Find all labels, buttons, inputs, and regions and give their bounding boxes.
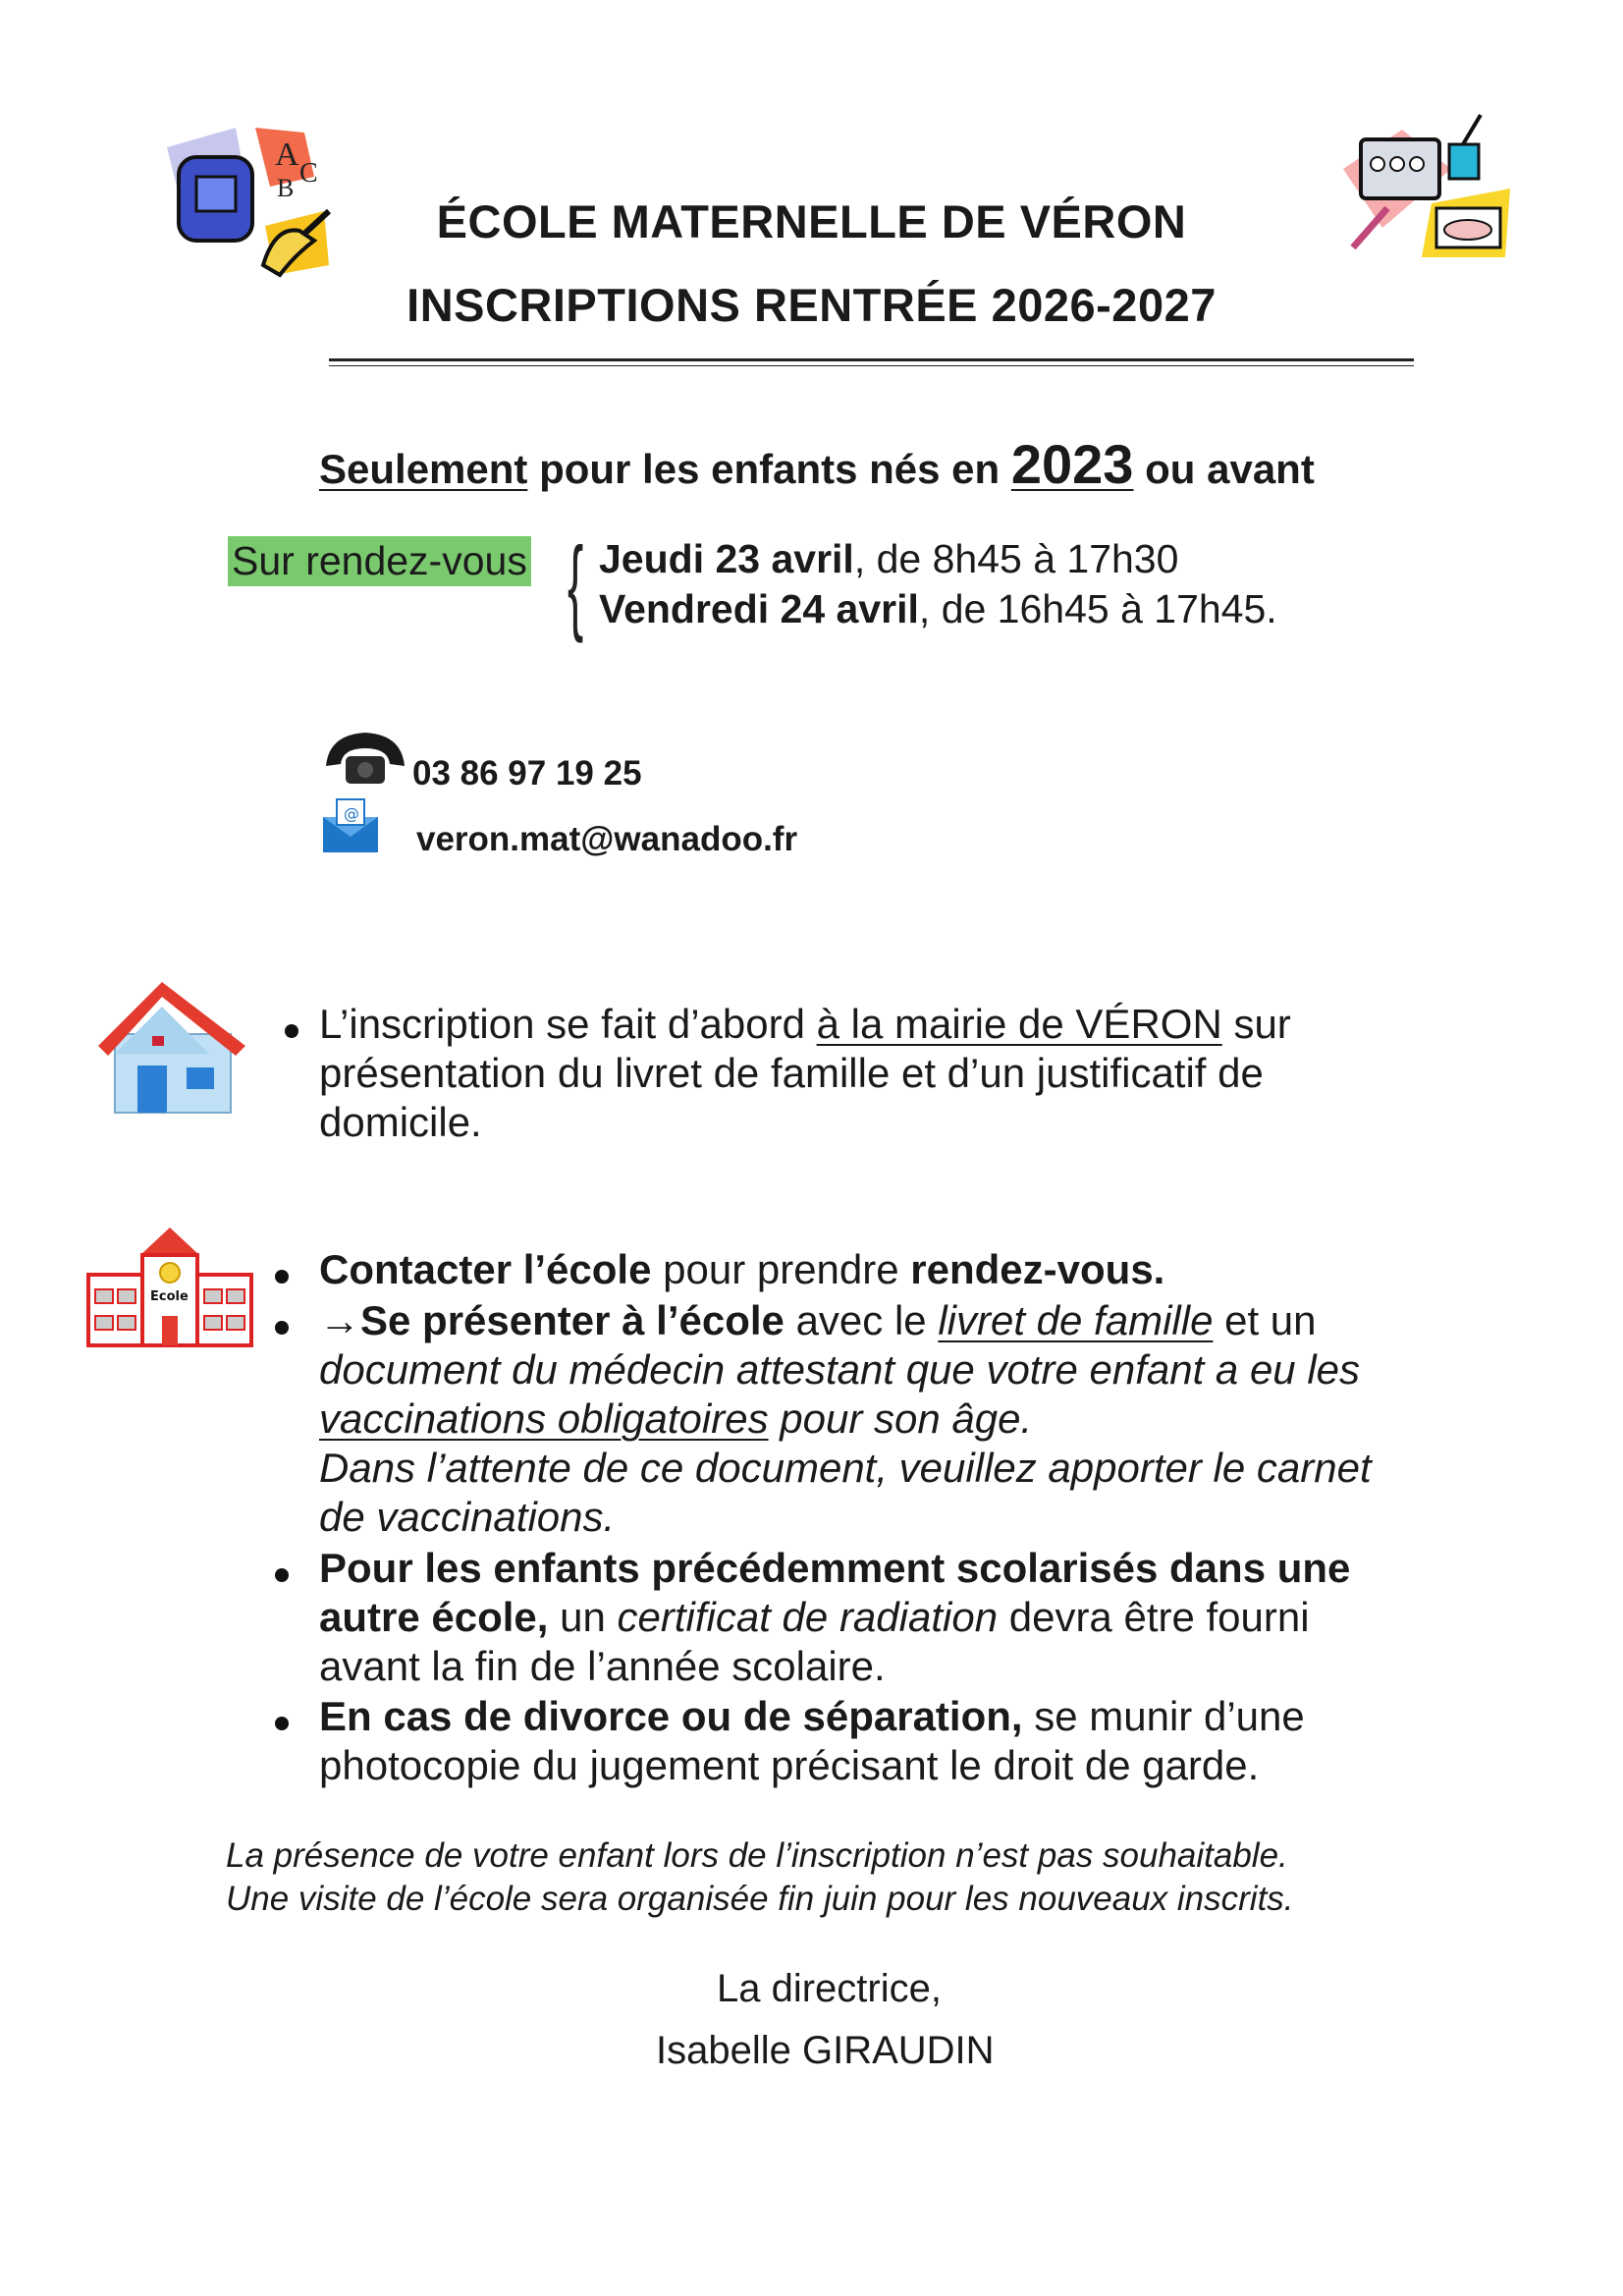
appointment-day-2: Vendredi 24 avril, de 16h45 à 17h45. (599, 586, 1277, 631)
bullet-3 (275, 1568, 289, 1582)
note-presence: La présence de votre enfant lors de l’inscription n’est pas souhaitable. (226, 1836, 1288, 1875)
house-icon (93, 977, 250, 1120)
email-address: veron.mat@wanadoo.fr (416, 820, 798, 858)
school-building-icon (83, 1226, 255, 1348)
contact-school-item: Contacter l’école pour prendre rendez-vous. (319, 1246, 1165, 1292)
svg-text:@: @ (344, 804, 359, 823)
signature-name: Isabelle GIRAUDIN (656, 2029, 995, 2072)
document-subtitle: INSCRIPTIONS RENTRÉE 2026-2027 (406, 279, 1217, 331)
school-icon-label: Ecole (150, 1289, 189, 1304)
email-icon (321, 797, 380, 854)
bullet-1 (275, 1270, 289, 1284)
signature-role: La directrice, (717, 1967, 942, 2010)
present-school-item: →Se présenter à l’école avec le livret de famille et un document du médecin attestant que votre enfant a eu les vaccinations obligatoires pour son âge. Dans l’attente de ce document, veuillez apporter le carnet de vaccinations. (319, 1297, 1372, 1540)
bullet-4 (275, 1717, 289, 1730)
svg-text:B: B (277, 174, 295, 202)
bullet-2 (275, 1321, 289, 1335)
appointment-brace: { (568, 524, 584, 643)
title-divider (329, 358, 1414, 366)
phone-number: 03 86 97 19 25 (412, 754, 642, 793)
svg-text:C: C (299, 158, 318, 189)
divorce-item: En cas de divorce ou de séparation, se munir d’une photocopie du jugement précisant le droit de garde. (319, 1693, 1305, 1788)
mairie-paragraph: L’inscription se fait d’abord à la mairie de VÉRON sur présentation du livret de famille et d’un justificatif de domicile. (319, 1001, 1291, 1145)
phone-icon (321, 727, 409, 788)
only-word: Seulement (319, 446, 528, 492)
mairie-link: à la mairie de VÉRON (816, 1001, 1222, 1047)
appointment-day-1: Jeudi 23 avril, de 8h45 à 17h30 (599, 536, 1179, 581)
eligibility-line: Seulement pour les enfants nés en 2023 ou avant (319, 433, 1315, 495)
appointment-label: Sur rendez-vous (228, 536, 531, 586)
note-visit: Une visite de l’école sera organisée fin juin pour les nouveaux inscrits. (226, 1880, 1294, 1918)
document-title: ÉCOLE MATERNELLE DE VÉRON (436, 195, 1187, 247)
svg-text:A: A (275, 137, 299, 173)
radiation-item: Pour les enfants précédemment scolarisés dans une autre école, un certificat de radiation devra être fourni avant la fin de l’année scolaire. (319, 1545, 1351, 1689)
bullet-mairie (285, 1024, 298, 1038)
birth-year: 2023 (1010, 433, 1134, 495)
